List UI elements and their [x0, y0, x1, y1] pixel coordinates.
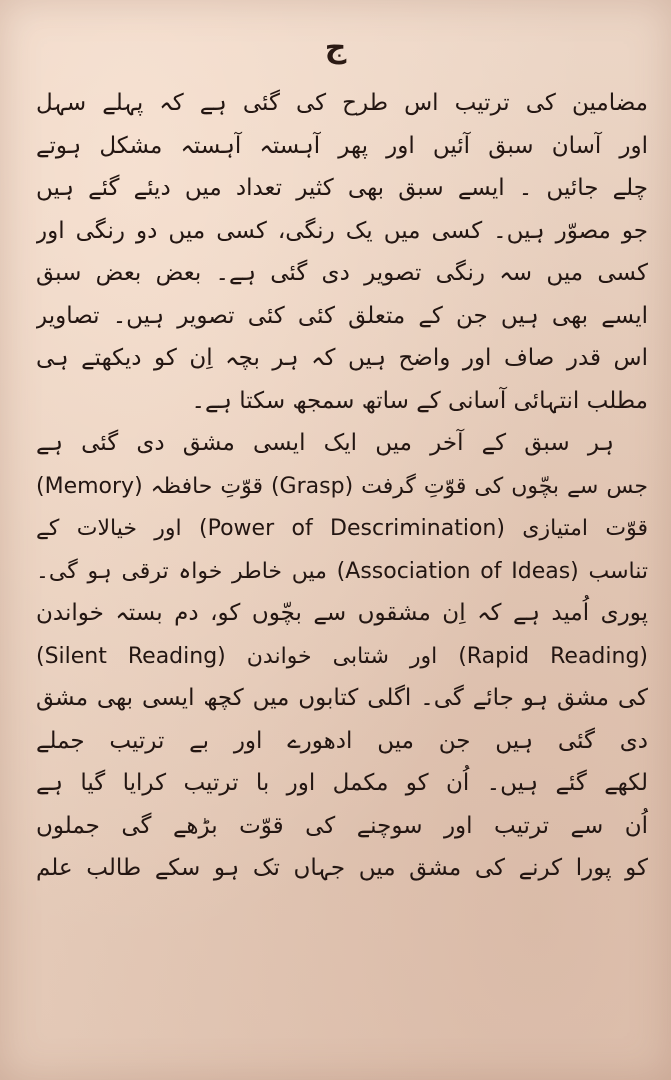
text-line-12: تناسب (Association of Ideas) میں خاطر خواہ ترقی ہو گی۔: [36, 558, 648, 584]
text-line-16: دی گئی ہیں جن میں ادھورے اور بے ترتیب جملے: [36, 727, 648, 754]
text-line-14: (Silent Reading) اور شتابی خواندن (Rapid Reading): [36, 643, 648, 669]
text-line-11: قوّت امتیازی (Power of Descrimination) اور خیالات کے: [36, 516, 648, 541]
text-line-10: جس سے بچّوں کی قوّتِ گرفت (Grasp) قوّتِ حافظہ (Memory): [36, 473, 648, 499]
text-line-6: ایسے بھی ہیں جن کے متعلق کئی کئی تصویر ہیں۔ تصاویر: [36, 302, 648, 329]
text-line-9: ہر سبق کے آخر میں ایک ایسی مشق دی گئی ہے: [36, 430, 614, 456]
text-line-2: اور آسان سبق آئیں اور پھر آہستہ آہستہ مشکل ہوتے: [36, 132, 648, 159]
text-line-19: کو پورا کرنے کی مشق میں جہاں تک ہو سکے طالب علم: [36, 855, 648, 881]
text-line-8: مطلب انتہائی آسانی کے ساتھ سمجھ سکتا ہے۔: [191, 387, 648, 414]
text-line-13: پوری اُمید ہے کہ اِن مشقوں سے بچّوں کو، دم بستہ خواندن: [36, 600, 648, 626]
text-line-3: چلے جائیں ۔ ایسے سبق بھی کثیر تعداد میں دیئے گئے ہیں: [36, 175, 648, 201]
text-line-7: اس قدر صاف اور واضح ہیں کہ ہر بچہ اِن کو دیکھتے ہی: [36, 345, 648, 371]
text-line-5: کسی میں سہ رنگی تصویر دی گئی ہے۔ بعض بعض سبق: [36, 260, 648, 286]
text-line-4: جو مصوّر ہیں۔ کسی میں یک رنگی، کسی میں دو رنگی اور: [36, 217, 648, 244]
text-line-1: مضامین کی ترتیب اس طرح کی گئی ہے کہ پہلے سہل: [36, 90, 648, 116]
text-line-15: کی مشق ہو جائے گی۔ اگلی کتابوں میں کچھ ایسی بھی مشق: [36, 685, 648, 711]
text-line-17: لکھے گئے ہیں۔ اُن کو مکمل اور با ترتیب کرایا گیا ہے: [36, 770, 648, 796]
page-letter: ج: [324, 30, 347, 65]
body-text: [36, 84, 648, 892]
text-line-18: اُن سے ترتیب اور سوچنے کی قوّت بڑھے گی جملوں: [36, 812, 648, 839]
